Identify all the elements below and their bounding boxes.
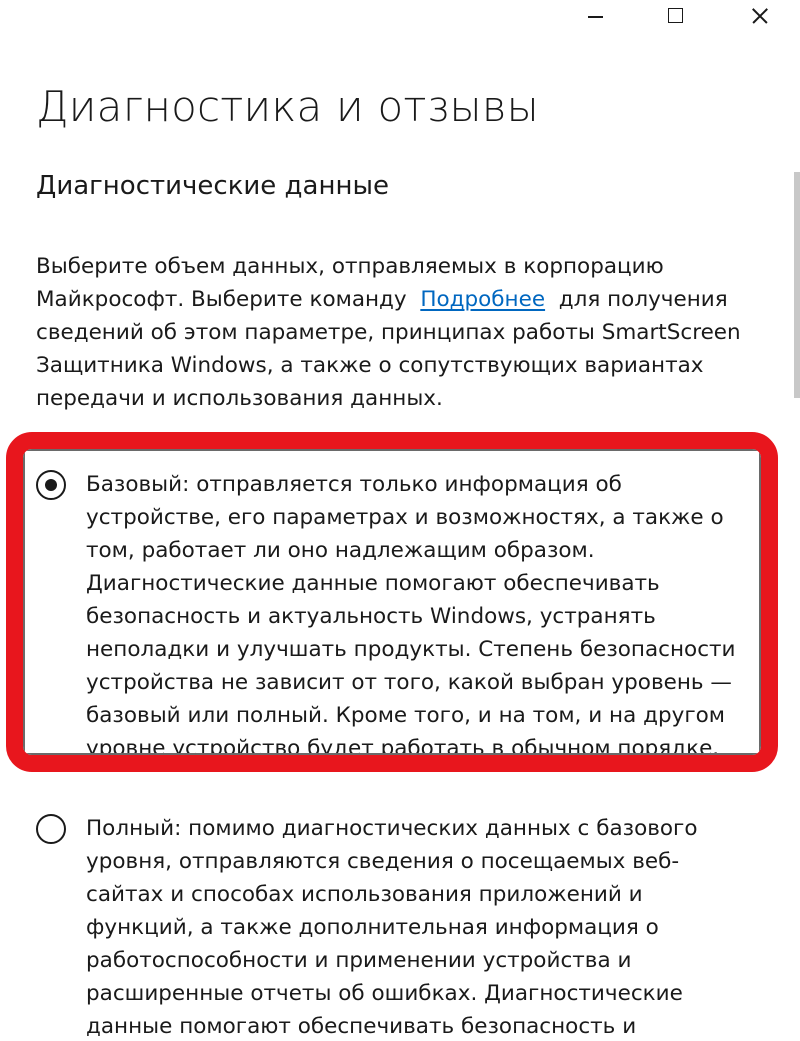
minimize-icon[interactable] [560, 0, 640, 34]
option-line: работоспособности и применении устройства и [86, 948, 632, 973]
description-line: Выберите объем данных, отправляемых в корпорацию [36, 254, 664, 279]
page-title: Диагностика и отзывы [36, 82, 539, 131]
option-line: данные помогают обеспечивать безопасность и [86, 1014, 637, 1039]
caption-buttons [560, 0, 800, 34]
radio-checked-icon[interactable] [36, 470, 66, 500]
option-line: базовый или полный. Кроме того, и на том, и на другом [86, 703, 725, 728]
description-line-with-link [36, 283, 776, 316]
option-line: функций, а также дополнительная информация о [86, 915, 659, 940]
option-line: уровне устройство будет работать в обычном порядке. [86, 736, 720, 760]
description-text: для получения [558, 287, 728, 312]
section-description [36, 250, 776, 415]
option-line: неполадки и улучшать продукты. Степень безопасности [86, 637, 736, 662]
close-icon[interactable] [720, 0, 800, 34]
option-line: том, работает ли оно надлежащим образом. [86, 538, 595, 563]
description-line: сведений об этом параметре, принципах работы SmartScreen [36, 320, 741, 345]
option-line: Базовый: отправляется только информация об [86, 472, 622, 497]
option-line: уровня, отправляются сведения о посещаемых веб- [86, 849, 680, 874]
option-full-text [86, 812, 698, 1041]
section-title: Диагностические данные [36, 171, 389, 201]
option-line: устройстве, его параметрах и возможностях, а также о [86, 505, 724, 530]
description-text: Майкрософт. Выберите команду [36, 287, 407, 312]
scrollbar-thumb[interactable] [794, 172, 800, 398]
maximize-icon[interactable] [640, 0, 720, 34]
option-line: Полный: помимо диагностических данных с базового [86, 816, 698, 841]
option-line: Диагностические данные помогают обеспечивать [86, 571, 660, 596]
description-line: передачи и использования данных. [36, 386, 443, 411]
option-basic-text [86, 468, 736, 760]
option-line: безопасность и актуальность Windows, устранять [86, 604, 656, 629]
description-line: Защитника Windows, а также о сопутствующих вариантах [36, 353, 704, 378]
option-line: устройства не зависит от того, какой выбран уровень — [86, 670, 732, 695]
option-line: сайтах и способах использования приложений и [86, 882, 643, 907]
radio-option-basic[interactable] [36, 468, 736, 760]
option-line: расширенные отчеты об ошибках. Диагностические [86, 981, 683, 1006]
radio-unchecked-icon[interactable] [36, 814, 66, 844]
more-info-link[interactable]: Подробнее [420, 287, 546, 312]
radio-option-full[interactable] [36, 812, 698, 1041]
